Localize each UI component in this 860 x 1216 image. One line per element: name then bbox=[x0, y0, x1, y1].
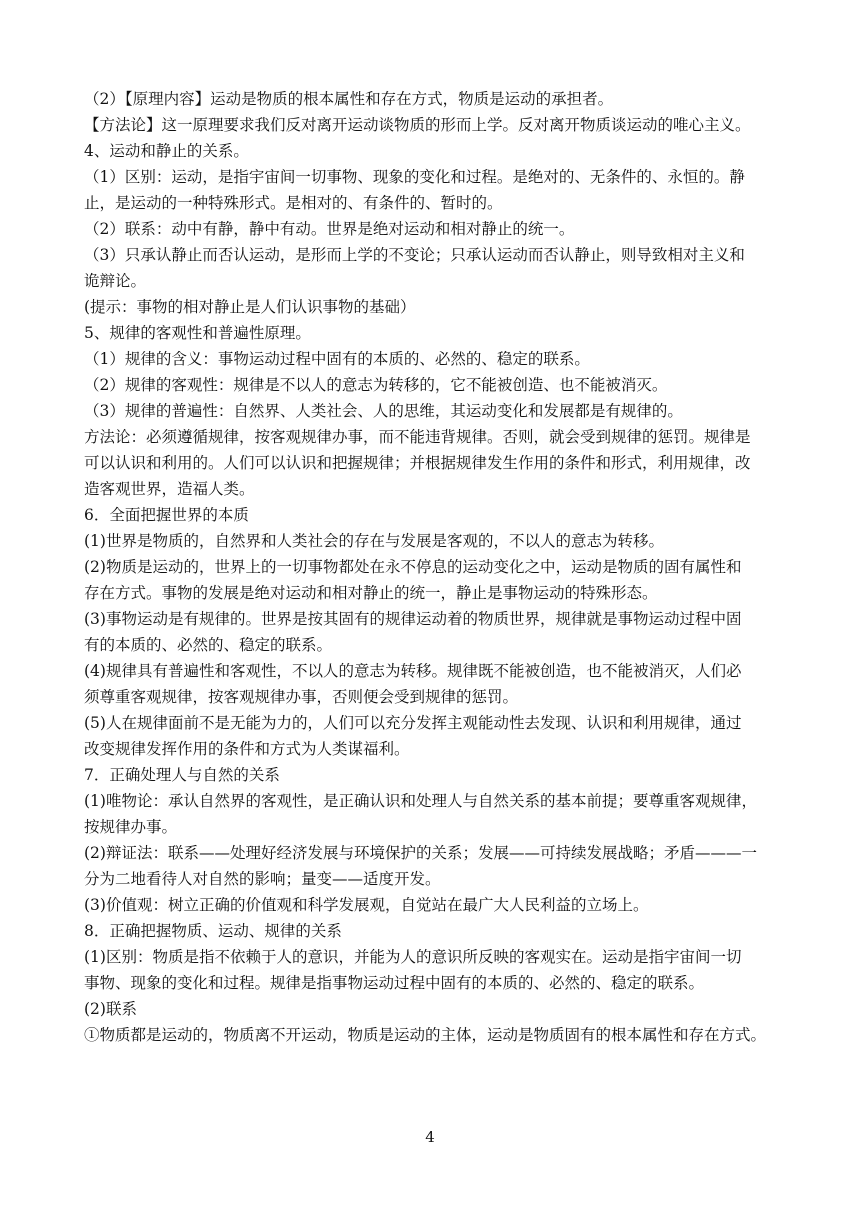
text-line: (3)事物运动是有规律的。世界是按其固有的规律运动着的物质世界，规律就是事物运动过程中固 bbox=[84, 610, 742, 628]
text-line: 止，是运动的一种特殊形式。是相对的、有条件的、暂时的。 bbox=[84, 194, 503, 212]
text-line: 诡辩论。 bbox=[84, 272, 147, 290]
text-line: （3）只承认静止而否认运动，是形而上学的不变论；只承认运动而否认静止，则导致相对主义和 bbox=[84, 246, 745, 264]
section-heading: 4、运动和静止的关系。 bbox=[84, 142, 249, 160]
text-line: （2）【原理内容】运动是物质的根本属性和存在方式，物质是运动的承担者。 bbox=[84, 90, 614, 108]
text-line: (2)辩证法：联系——处理好经济发展与环境保护的关系；发展——可持续发展战略；矛盾———一 bbox=[84, 844, 757, 862]
text-line: (提示：事物的相对静止是人们认识事物的基础） bbox=[84, 298, 416, 316]
text-line: 有的本质的、必然的、稳定的联系。 bbox=[84, 636, 333, 654]
text-line: 须尊重客观规律，按客观规律办事，否则便会受到规律的惩罚。 bbox=[84, 688, 519, 706]
text-line: 事物、现象的变化和过程。规律是指事物运动过程中固有的本质的、必然的、稳定的联系。 bbox=[84, 974, 705, 992]
section-heading: 8．正确把握物质、运动、规律的关系 bbox=[84, 922, 342, 940]
text-line: （1）区别：运动，是指宇宙间一切事物、现象的变化和过程。是绝对的、无条件的、永恒的。静 bbox=[84, 168, 745, 186]
text-line: (1)区别：物质是指不依赖于人的意识，并能为人的意识所反映的客观实在。运动是指宇宙间一切 bbox=[84, 948, 742, 966]
text-line: （3）规律的普遍性：自然界、人类社会、人的思维，其运动变化和发展都是有规律的。 bbox=[84, 402, 683, 420]
text-line: (2)物质是运动的，世界上的一切事物都处在永不停息的运动变化之中，运动是物质的固有属性和 bbox=[84, 558, 742, 576]
text-line: 造客观世界，造福人类。 bbox=[84, 480, 255, 498]
text-line: （2）规律的客观性：规律是不以人的意志为转移的，它不能被创造、也不能被消灭。 bbox=[84, 376, 668, 394]
text-line: 按规律办事。 bbox=[84, 818, 178, 836]
text-line: (4)规律具有普遍性和客观性，不以人的意志为转移。规律既不能被创造，也不能被消灭，人们必 bbox=[84, 662, 742, 680]
text-line: （1）规律的含义：事物运动过程中固有的本质的、必然的、稳定的联系。 bbox=[84, 350, 590, 368]
text-line: ①物质都是运动的，物质离不开运动，物质是运动的主体，运动是物质固有的根本属性和存在方式。 bbox=[84, 1026, 767, 1044]
text-line: (1)世界是物质的，自然界和人类社会的存在与发展是客观的，不以人的意志为转移。 bbox=[84, 532, 664, 550]
text-line: （2）联系：动中有静，静中有动。世界是绝对运动和相对静止的统一。 bbox=[84, 220, 575, 238]
text-line: 【方法论】这一原理要求我们反对离开运动谈物质的形而上学。反对离开物质谈运动的唯心主义。 bbox=[84, 116, 751, 134]
text-line: 方法论：必须遵循规律，按客观规律办事，而不能违背规律。否则，就会受到规律的惩罚。规律是 bbox=[84, 428, 751, 446]
text-line: (1)唯物论：承认自然界的客观性，是正确认识和处理人与自然关系的基本前提；要尊重客观规律， bbox=[84, 792, 757, 810]
text-line: 分为二地看待人对自然的影响；量变——适度开发。 bbox=[84, 870, 441, 888]
document-body bbox=[84, 86, 784, 1048]
section-heading: 7．正确处理人与自然的关系 bbox=[84, 766, 280, 784]
text-line: 可以认识和利用的。人们可以认识和把握规律；并根据规律发生作用的条件和形式，利用规律，改 bbox=[84, 454, 751, 472]
text-line: (5)人在规律面前不是无能为力的，人们可以充分发挥主观能动性去发现、认识和利用规律，通过 bbox=[84, 714, 742, 732]
section-heading: 5、规律的客观性和普遍性原理。 bbox=[84, 324, 311, 342]
page-number: 4 bbox=[425, 1128, 435, 1146]
text-line: (3)价值观：树立正确的价值观和科学发展观，自觉站在最广大人民利益的立场上。 bbox=[84, 896, 649, 914]
section-heading: 6．全面把握世界的本质 bbox=[84, 506, 249, 524]
text-line: (2)联系 bbox=[84, 1000, 137, 1018]
text-line: 改变规律发挥作用的条件和方式为人类谋福利。 bbox=[84, 740, 410, 758]
text-line: 存在方式。事物的发展是绝对运动和相对静止的统一，静止是事物运动的特殊形态。 bbox=[84, 584, 658, 602]
